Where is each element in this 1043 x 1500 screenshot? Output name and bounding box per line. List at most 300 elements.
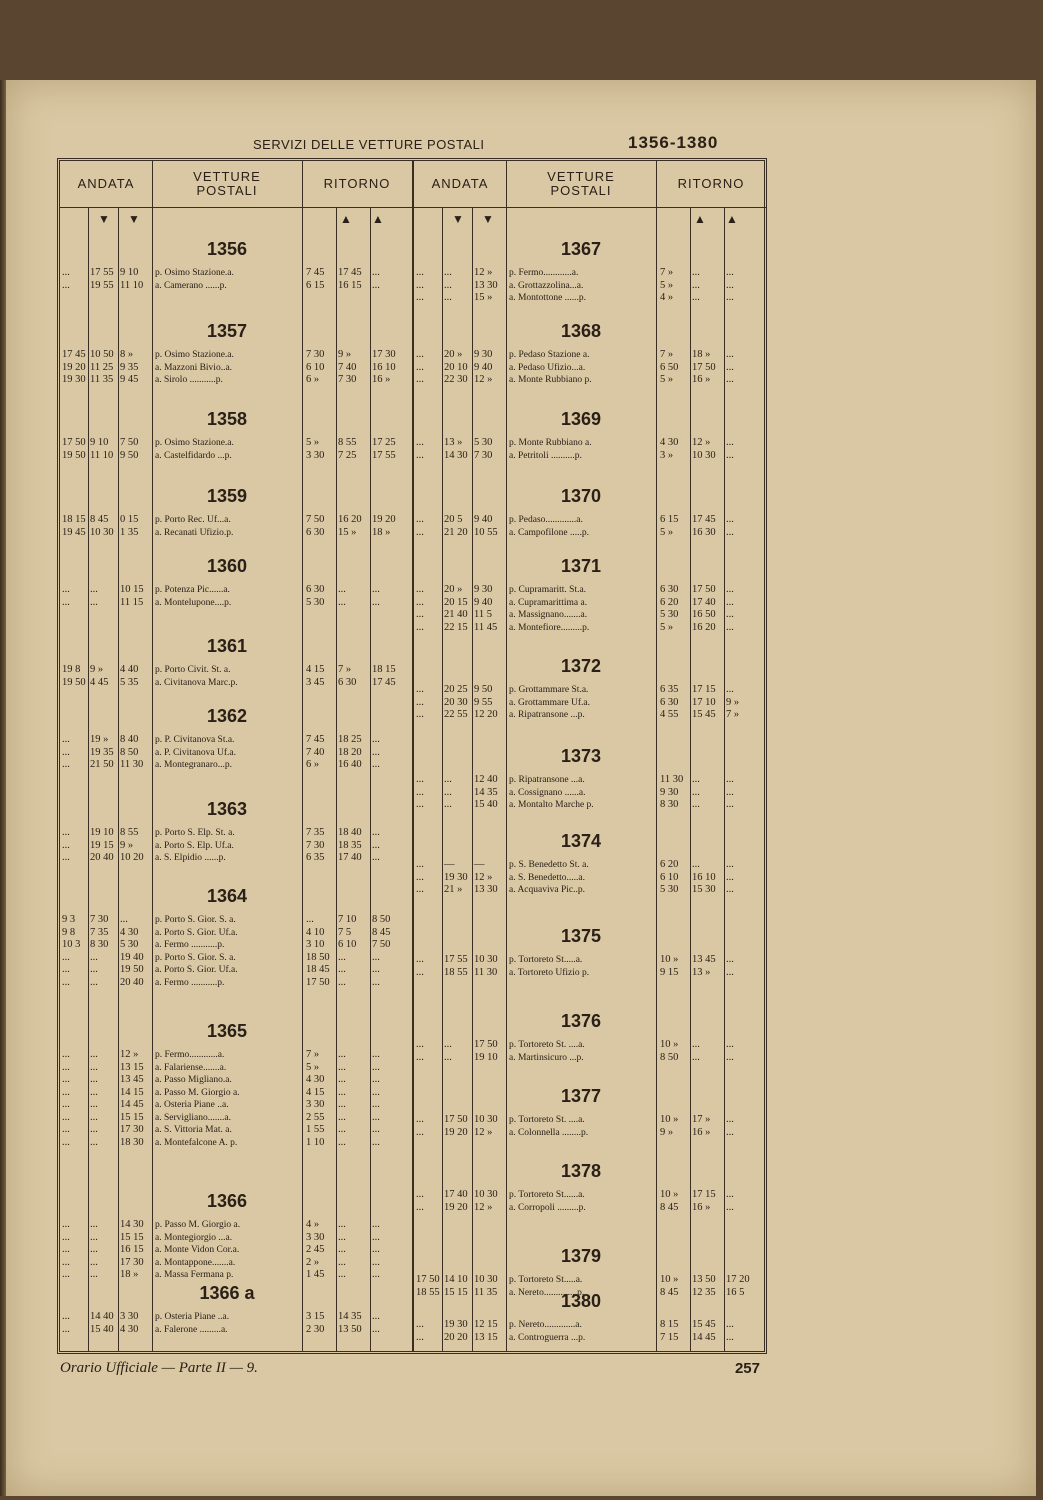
time-cell: ... xyxy=(338,1099,346,1110)
timetable-row xyxy=(414,514,766,526)
time-cell: 12 » xyxy=(474,1126,493,1138)
time-cell: ... xyxy=(90,1086,98,1098)
time-cell: 17 50 xyxy=(416,1274,440,1285)
time-cell: 19 » xyxy=(90,734,109,745)
station-name: a. Grottammare Uf.a. xyxy=(509,697,590,708)
station-name: p. Tortoreto St. ....a. xyxy=(509,1040,585,1050)
time-cell: 19 40 xyxy=(120,951,144,963)
time-cell: 13 » xyxy=(692,966,711,978)
time-cell: ... xyxy=(726,596,734,608)
time-cell: 14 30 xyxy=(444,449,468,461)
time-cell: 9 40 xyxy=(474,361,493,373)
station-name: p. Tortoreto St. ....a. xyxy=(509,1115,585,1125)
time-cell: ... xyxy=(726,799,734,810)
time-cell: ... xyxy=(62,964,70,975)
timetable-row xyxy=(60,977,412,989)
time-cell: 8 50 xyxy=(660,1051,679,1063)
time-cell: 9 » xyxy=(338,349,352,360)
time-cell: 6 » xyxy=(306,374,320,385)
up-arrow-icon: ▲ xyxy=(694,212,706,226)
timetable-row xyxy=(414,859,766,871)
time-cell: ... xyxy=(338,1231,346,1243)
timetable-row xyxy=(60,362,412,374)
down-arrow-icon: ▼ xyxy=(98,212,110,226)
station-name: a. Passo M. Giorgio a. xyxy=(155,1087,240,1098)
time-cell: 17 15 xyxy=(692,684,716,695)
time-cell: ... xyxy=(338,964,346,975)
station-name: a. Ripatransone ...p. xyxy=(509,710,585,720)
timetable-row xyxy=(60,747,412,759)
service-number: 1366 a xyxy=(199,1283,255,1303)
station-name: p. Ripatransone ...a. xyxy=(509,775,585,785)
timetable-row xyxy=(414,1127,766,1139)
time-cell: ... xyxy=(416,1114,424,1125)
time-cell: 17 45 xyxy=(372,676,396,688)
timetable-row xyxy=(60,1219,412,1231)
time-cell: 8 45 xyxy=(660,1286,679,1298)
time-cell: ... xyxy=(90,1111,98,1123)
time-cell: 12 35 xyxy=(692,1286,716,1298)
time-cell: ... xyxy=(90,1231,98,1243)
service-number: 1380 xyxy=(560,1291,602,1311)
time-cell: ... xyxy=(726,774,734,785)
time-cell: ... xyxy=(692,786,700,798)
time-cell: ... xyxy=(62,1256,70,1268)
time-cell: 11 15 xyxy=(120,596,144,608)
timetable-row xyxy=(60,840,412,852)
time-cell: 7 5 xyxy=(338,926,352,938)
timetable-row xyxy=(414,684,766,696)
service-number: 1356 xyxy=(206,239,248,259)
time-cell: 17 50 xyxy=(474,1039,498,1050)
time-cell: ... xyxy=(62,596,70,608)
time-cell: ... xyxy=(62,1049,70,1060)
time-cell: 17 50 xyxy=(306,976,330,988)
timetable-row xyxy=(414,1114,766,1126)
time-cell: ... xyxy=(726,859,734,870)
station-name: p. Cupramaritt. St.a. xyxy=(509,585,587,595)
time-cell: ... xyxy=(62,1061,70,1073)
station-name: p. Tortoreto St......a. xyxy=(509,1190,585,1200)
timetable-row xyxy=(60,677,412,689)
time-cell: ... xyxy=(338,951,346,963)
time-cell: 18 40 xyxy=(338,827,362,838)
station-name: a. Tortoreto Ufizio p. xyxy=(509,967,590,978)
station-name: p. Osimo Stazione.a. xyxy=(155,268,234,278)
time-cell: ... xyxy=(416,799,424,810)
time-cell: ... xyxy=(62,1136,70,1148)
time-cell: 9 » xyxy=(90,664,104,675)
time-cell: ... xyxy=(726,1331,734,1343)
time-cell: ... xyxy=(62,976,70,988)
time-cell: 16 30 xyxy=(692,526,716,538)
time-cell: 8 50 xyxy=(120,746,139,758)
time-cell: 9 10 xyxy=(90,437,109,448)
time-cell: 17 20 xyxy=(726,1274,750,1285)
time-cell: ... xyxy=(372,734,380,745)
time-cell: 3 30 xyxy=(306,449,325,461)
time-cell: ... xyxy=(62,1074,70,1085)
timetable-row xyxy=(414,967,766,979)
time-cell: ... xyxy=(62,1219,70,1230)
time-cell: 20 20 xyxy=(444,1331,468,1343)
time-cell: 9 15 xyxy=(660,966,679,978)
station-name: a. Civitanova Marc.p. xyxy=(155,677,238,688)
time-cell: 8 45 xyxy=(372,926,391,938)
time-cell: 7 » xyxy=(660,267,674,278)
time-cell: ... xyxy=(726,871,734,883)
time-cell: ... xyxy=(726,1189,734,1200)
time-cell: ... xyxy=(416,514,424,525)
time-cell: 6 20 xyxy=(660,859,679,870)
timetable-row xyxy=(414,799,766,811)
service-number: 1377 xyxy=(560,1086,602,1106)
station-name: a. P. Civitanova Uf.a. xyxy=(155,747,237,758)
time-cell: ... xyxy=(416,1189,424,1200)
timetable-row xyxy=(414,1332,766,1344)
time-cell: ... xyxy=(120,914,128,925)
timetable-row xyxy=(60,1124,412,1136)
time-cell: ... xyxy=(726,884,734,895)
timetable-row xyxy=(60,827,412,839)
time-cell: 0 15 xyxy=(120,514,139,525)
time-cell: 15 » xyxy=(474,292,493,303)
time-cell: ... xyxy=(62,279,70,291)
timetable-row xyxy=(60,759,412,771)
time-cell: 16 » xyxy=(692,1126,711,1138)
station-name: a. Mazzoni Bivio..a. xyxy=(155,362,233,373)
time-cell: ... xyxy=(444,1039,452,1050)
time-cell: ... xyxy=(726,361,734,373)
time-cell: ... xyxy=(372,279,380,291)
time-cell: 21 50 xyxy=(90,759,114,770)
time-cell: ... xyxy=(372,746,380,758)
time-cell: 8 55 xyxy=(120,827,139,838)
time-cell: ... xyxy=(726,1114,734,1125)
service-number: 1363 xyxy=(206,799,248,819)
time-cell: 19 20 xyxy=(62,361,86,373)
timetable-row xyxy=(60,1311,412,1323)
time-cell: 8 55 xyxy=(338,437,357,448)
time-cell: 19 20 xyxy=(372,514,396,525)
time-cell: ... xyxy=(372,267,380,278)
time-cell: ... xyxy=(726,374,734,385)
station-name: p. Tortoreto St.....a. xyxy=(509,955,583,965)
time-cell: ... xyxy=(338,596,346,608)
timetable-row xyxy=(414,954,766,966)
station-name: a. Fermo ...........p. xyxy=(155,977,225,988)
time-cell: ... xyxy=(416,954,424,965)
time-cell: 8 45 xyxy=(90,514,109,525)
time-cell: ... xyxy=(372,1086,380,1098)
time-cell: 4 » xyxy=(306,1219,320,1230)
time-cell: 12 » xyxy=(474,267,493,278)
table-range: 1356-1380 xyxy=(628,133,719,152)
service-number: 1360 xyxy=(206,556,248,576)
time-cell: 14 15 xyxy=(120,1086,144,1098)
station-name: a. Montappone.......a. xyxy=(155,1257,236,1268)
time-cell: 13 15 xyxy=(474,1331,498,1343)
time-cell: ... xyxy=(90,1256,98,1268)
time-cell: ... xyxy=(90,596,98,608)
station-name: a. Petritoli ..........p. xyxy=(509,450,582,461)
time-cell: 7 » xyxy=(726,709,740,720)
time-cell: ... xyxy=(338,1256,346,1268)
time-cell: ... xyxy=(692,799,700,810)
time-cell: 4 30 xyxy=(120,1323,139,1335)
time-cell: 1 10 xyxy=(306,1136,325,1148)
time-cell: 10 30 xyxy=(474,1274,498,1285)
time-cell: ... xyxy=(726,1039,734,1050)
time-cell: ... xyxy=(726,584,734,595)
time-cell: ... xyxy=(62,1311,70,1322)
time-cell: 19 20 xyxy=(444,1201,468,1213)
time-cell: ... xyxy=(338,1086,346,1098)
time-cell: 22 30 xyxy=(444,374,468,385)
timetable-row xyxy=(414,437,766,449)
time-cell: ... xyxy=(416,349,424,360)
time-cell: 11 45 xyxy=(474,621,498,633)
time-cell: 20 15 xyxy=(444,596,468,608)
station-name: p. S. Benedetto St. a. xyxy=(509,860,589,870)
ritorno-header: RITORNO xyxy=(302,161,412,208)
timetable-row xyxy=(60,267,412,279)
station-name: p. Porto S. Elp. St. a. xyxy=(155,828,235,838)
time-cell: 19 50 xyxy=(120,964,144,975)
timetable-row xyxy=(414,774,766,786)
time-cell: ... xyxy=(62,827,70,838)
time-cell: ... xyxy=(726,621,734,633)
page-number: 257 xyxy=(734,1360,760,1377)
time-cell: ... xyxy=(444,279,452,291)
time-cell: 11 30 xyxy=(120,759,144,770)
vetture-header: VETTURE POSTALI xyxy=(152,161,303,208)
time-cell: ... xyxy=(444,1051,452,1063)
time-cell: 7 35 xyxy=(306,827,325,838)
time-cell: 12 » xyxy=(474,871,493,883)
time-cell: 17 » xyxy=(692,1114,711,1125)
service-number: 1378 xyxy=(560,1161,602,1181)
time-cell: ... xyxy=(90,976,98,988)
time-cell: ... xyxy=(372,1099,380,1110)
time-cell: 8 15 xyxy=(660,1319,679,1330)
time-cell: ... xyxy=(416,774,424,785)
station-name: a. Controguerra ...p. xyxy=(509,1332,586,1343)
time-cell: ... xyxy=(90,1061,98,1073)
time-cell: ... xyxy=(692,292,700,303)
time-cell: ... xyxy=(726,1051,734,1063)
time-cell: 19 30 xyxy=(62,374,86,385)
timetable-row xyxy=(60,1099,412,1111)
time-cell: ... xyxy=(62,267,70,278)
station-name: a. S. Vittoria Mat. a. xyxy=(155,1125,232,1135)
time-cell: 12 40 xyxy=(474,774,498,785)
station-name: p. Osimo Stazione.a. xyxy=(155,438,234,448)
station-name: a. Monte Vidon Cor.a. xyxy=(155,1245,240,1255)
time-cell: 9 3 xyxy=(62,914,76,925)
time-cell: 16 50 xyxy=(692,609,716,620)
timetable-row xyxy=(414,1052,766,1064)
timetable-row xyxy=(60,952,412,964)
service-number: 1359 xyxy=(206,486,248,506)
station-name: a. Cupramarittima a. xyxy=(509,597,588,608)
time-cell: 13 45 xyxy=(692,954,716,965)
time-cell: 20 » xyxy=(444,349,463,360)
time-cell: ... xyxy=(62,1269,70,1280)
time-cell: ... xyxy=(726,1201,734,1213)
time-cell: 17 50 xyxy=(62,437,86,448)
time-cell: 13 30 xyxy=(474,279,498,291)
time-cell: ... xyxy=(416,526,424,538)
down-arrow-icon: ▼ xyxy=(452,212,464,226)
time-cell: 21 40 xyxy=(444,609,468,620)
time-cell: 20 40 xyxy=(120,976,144,988)
time-cell: ... xyxy=(726,267,734,278)
time-cell: ... xyxy=(338,1136,346,1148)
time-cell: 21 » xyxy=(444,884,463,895)
time-cell: 2 30 xyxy=(306,1323,325,1335)
time-cell: 14 35 xyxy=(474,786,498,798)
time-cell: 17 15 xyxy=(692,1189,716,1200)
time-cell: 13 15 xyxy=(120,1061,144,1073)
time-cell: 3 45 xyxy=(306,676,325,688)
time-cell: 18 35 xyxy=(338,839,362,851)
time-cell: 14 10 xyxy=(444,1274,468,1285)
station-name: a. Sirolo ...........p. xyxy=(155,375,223,385)
time-cell: 8 50 xyxy=(372,914,391,925)
time-cell: 17 45 xyxy=(338,267,362,278)
time-cell: ... xyxy=(62,759,70,770)
station-name: a. Grottazzolina...a. xyxy=(509,280,584,291)
time-cell: ... xyxy=(338,1074,346,1085)
time-cell: 9 10 xyxy=(120,267,139,278)
time-cell: 9 40 xyxy=(474,596,493,608)
time-cell: 17 30 xyxy=(372,349,396,360)
time-cell: 6 10 xyxy=(306,361,325,373)
station-name: a. Fermo ...........p. xyxy=(155,940,225,950)
time-cell: 19 20 xyxy=(444,1126,468,1138)
time-cell: 11 30 xyxy=(660,774,684,785)
time-cell: 18 15 xyxy=(62,514,86,525)
timetable-row xyxy=(414,1189,766,1201)
time-cell: ... xyxy=(62,1323,70,1335)
time-cell: 17 40 xyxy=(692,596,716,608)
time-cell: ... xyxy=(338,1244,346,1255)
station-name: a. Falariense.......a. xyxy=(155,1062,227,1073)
time-cell: 12 » xyxy=(474,1201,493,1213)
time-cell: 9 55 xyxy=(474,696,493,708)
time-cell: ... xyxy=(372,852,380,863)
time-cell: ... xyxy=(372,1269,380,1280)
time-cell: ... xyxy=(372,1136,380,1148)
time-cell: 17 55 xyxy=(372,449,396,461)
time-cell: 4 10 xyxy=(306,926,325,938)
timetable-row xyxy=(60,1112,412,1124)
timetable-row xyxy=(414,292,766,304)
timetable-row xyxy=(60,852,412,864)
time-cell: ... xyxy=(416,292,424,303)
time-cell: ... xyxy=(726,684,734,695)
time-cell: ... xyxy=(372,1124,380,1135)
timetable-row xyxy=(414,622,766,634)
timetable-row xyxy=(414,787,766,799)
time-cell: 14 35 xyxy=(338,1311,362,1322)
station-name: a. Massignano.......a. xyxy=(509,610,588,620)
time-cell: 8 45 xyxy=(660,1201,679,1213)
time-cell: ... xyxy=(444,786,452,798)
station-name: a. Passo Migliano.a. xyxy=(155,1075,232,1085)
time-cell: ... xyxy=(416,1331,424,1343)
time-cell: ... xyxy=(372,1323,380,1335)
timetable-row xyxy=(60,964,412,976)
station-name: a. Nereto..............p. xyxy=(509,1287,585,1298)
timetable-row xyxy=(60,734,412,746)
time-cell: 17 30 xyxy=(120,1124,144,1135)
timetable-row xyxy=(414,1039,766,1051)
time-cell: 7 25 xyxy=(338,449,357,461)
andata-header: ANDATA xyxy=(60,161,153,208)
time-cell: 7 30 xyxy=(474,449,493,461)
timetable-row xyxy=(60,1049,412,1061)
time-cell: 11 35 xyxy=(90,374,114,385)
time-cell: ... xyxy=(416,696,424,708)
time-cell: 4 15 xyxy=(306,1086,325,1098)
time-cell: 7 15 xyxy=(660,1331,679,1343)
time-cell: 10 » xyxy=(660,954,679,965)
time-cell: ... xyxy=(90,1269,98,1280)
time-cell: 9 » xyxy=(120,839,134,851)
station-name: p. Porto Civit. St. a. xyxy=(155,665,231,675)
time-cell: 7 50 xyxy=(120,437,139,448)
time-cell: 10 30 xyxy=(474,954,498,965)
service-number: 1364 xyxy=(206,886,248,906)
time-cell: 18 50 xyxy=(306,951,330,963)
time-cell: 15 40 xyxy=(90,1323,114,1335)
time-cell: ... xyxy=(62,746,70,758)
time-cell: 17 55 xyxy=(444,954,468,965)
time-cell: ... xyxy=(444,799,452,810)
timetable-left-half xyxy=(60,161,412,1351)
time-cell: ... xyxy=(338,1061,346,1073)
vetture-header: VETTURE POSTALI xyxy=(506,161,657,208)
timetable-row xyxy=(60,1087,412,1099)
time-cell: 9 30 xyxy=(474,584,493,595)
service-number: 1368 xyxy=(560,321,602,341)
time-cell: ... xyxy=(62,951,70,963)
timetable-row xyxy=(60,1324,412,1336)
time-cell: 3 10 xyxy=(306,939,325,950)
time-cell: 12 15 xyxy=(474,1319,498,1330)
station-name: a. Corropoli .........p. xyxy=(509,1202,586,1213)
time-cell: 13 50 xyxy=(692,1274,716,1285)
time-cell: 7 30 xyxy=(306,349,325,360)
time-cell: ... xyxy=(90,951,98,963)
time-cell: ... xyxy=(372,1311,380,1322)
timetable-row xyxy=(60,1232,412,1244)
time-cell: ... xyxy=(62,1086,70,1098)
timetable-frame xyxy=(57,158,767,1354)
time-cell: 10 » xyxy=(660,1039,679,1050)
time-cell: 14 45 xyxy=(120,1099,144,1110)
time-cell: ... xyxy=(416,279,424,291)
time-cell: ... xyxy=(416,966,424,978)
station-name: p. Nereto.............a. xyxy=(509,1320,582,1330)
timetable-row xyxy=(414,374,766,386)
time-cell: 15 45 xyxy=(692,1319,716,1330)
time-cell: ... xyxy=(90,1124,98,1135)
station-name: a. S. Benedetto.....a. xyxy=(509,872,585,883)
timetable-row xyxy=(414,584,766,596)
